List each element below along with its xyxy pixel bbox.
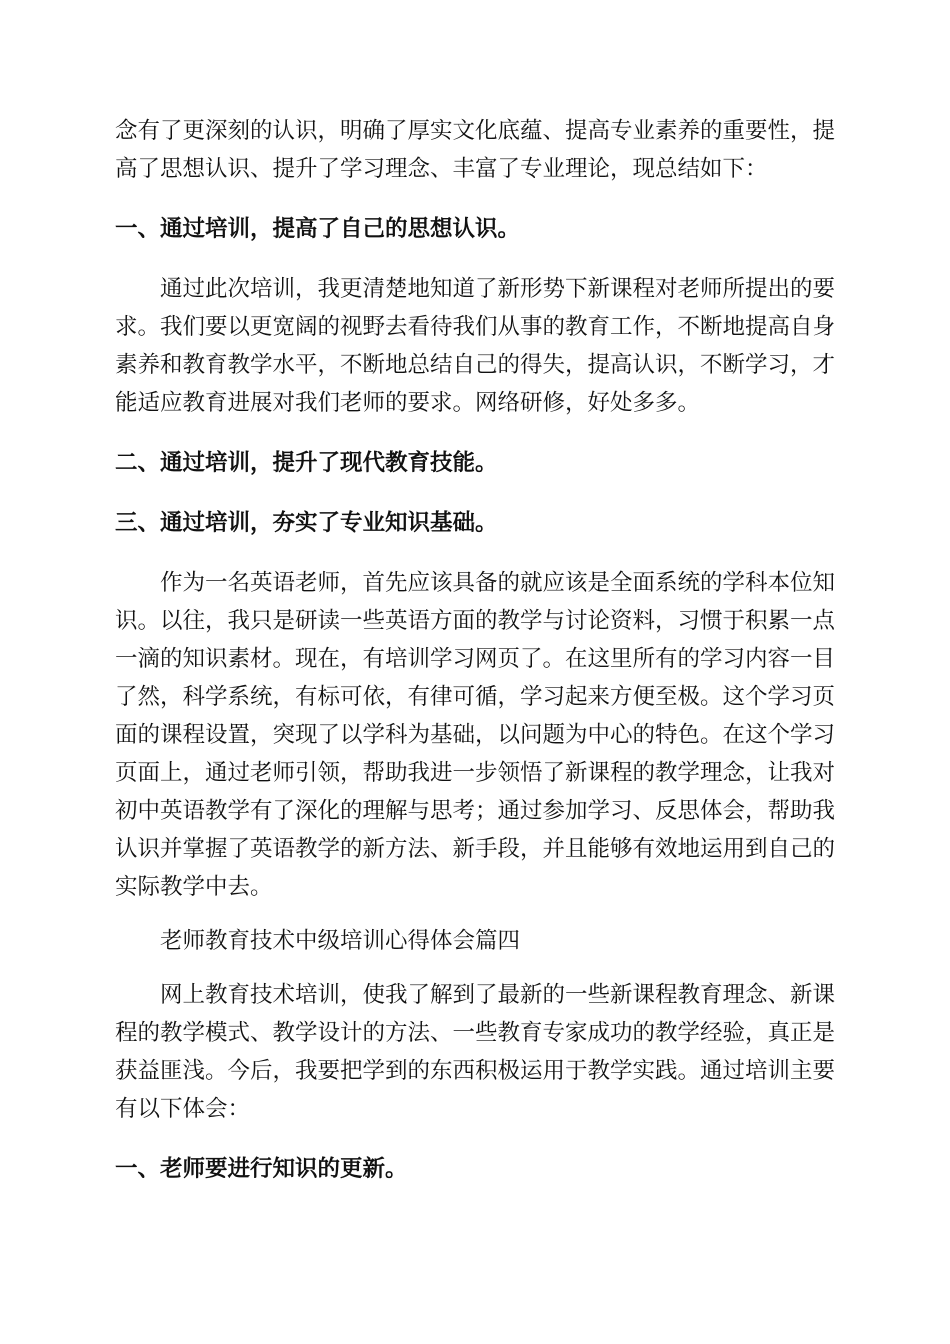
body-paragraph-online-training: 网上教育技术培训，使我了解到了最新的一些新课程教育理念、新课程的教学模式、教学设计的方法、一些教育专家成功的教学经验，真正是获益匪浅。今后，我要把学到的东西积极运用于教学实践。通过培训主要有以下体会： <box>115 982 836 1122</box>
section-heading-knowledge-update: 一、老师要进行知识的更新。 <box>115 1156 408 1182</box>
document-body <box>115 112 835 1188</box>
section-heading-thinking: 一、通过培训，提高了自己的思想认识。 <box>115 216 521 242</box>
section-heading-skills: 二、通过培训，提升了现代教育技能。 <box>115 450 498 476</box>
section-heading-knowledge: 三、通过培训，夯实了专业知识基础。 <box>115 510 498 536</box>
intro-paragraph: 念有了更深刻的认识，明确了厚实文化底蕴、提高专业素养的重要性，提高了思想认识、提升了学习理念、丰富了专业理论，现总结如下： <box>115 118 836 182</box>
body-paragraph-thinking: 通过此次培训，我更清楚地知道了新形势下新课程对老师所提出的要求。我们要以更宽阔的视野去看待我们从事的教育工作，不断地提高自身素养和教育教学水平，不断地总结自己的得失，提高认识，不断学习，才能适应教育进展对我们老师的要求。网络研修，好处多多。 <box>115 276 836 416</box>
body-paragraph-knowledge: 作为一名英语老师，首先应该具备的就应该是全面系统的学科本位知识。以往，我只是研读一些英语方面的教学与讨论资料，习惯于积累一点一滴的知识素材。现在，有培训学习网页了。在这里所有的学习内容一目了然，科学系统，有标可依，有律可循，学习起来方便至极。这个学习页面的课程设置，突现了以学科为基础，以问题为中心的特色。在这个学习页面上，通过老师引领，帮助我进一步领悟了新课程的教学理念，让我对初中英语教学有了深化的理解与思考；通过参加学习、反思体会，帮助我认识并掌握了英语教学的新方法、新手段，并且能够有效地运用到自己的实际教学中去。 <box>115 570 836 900</box>
article-title-part-four: 老师教育技术中级培训心得体会篇四 <box>160 928 521 954</box>
